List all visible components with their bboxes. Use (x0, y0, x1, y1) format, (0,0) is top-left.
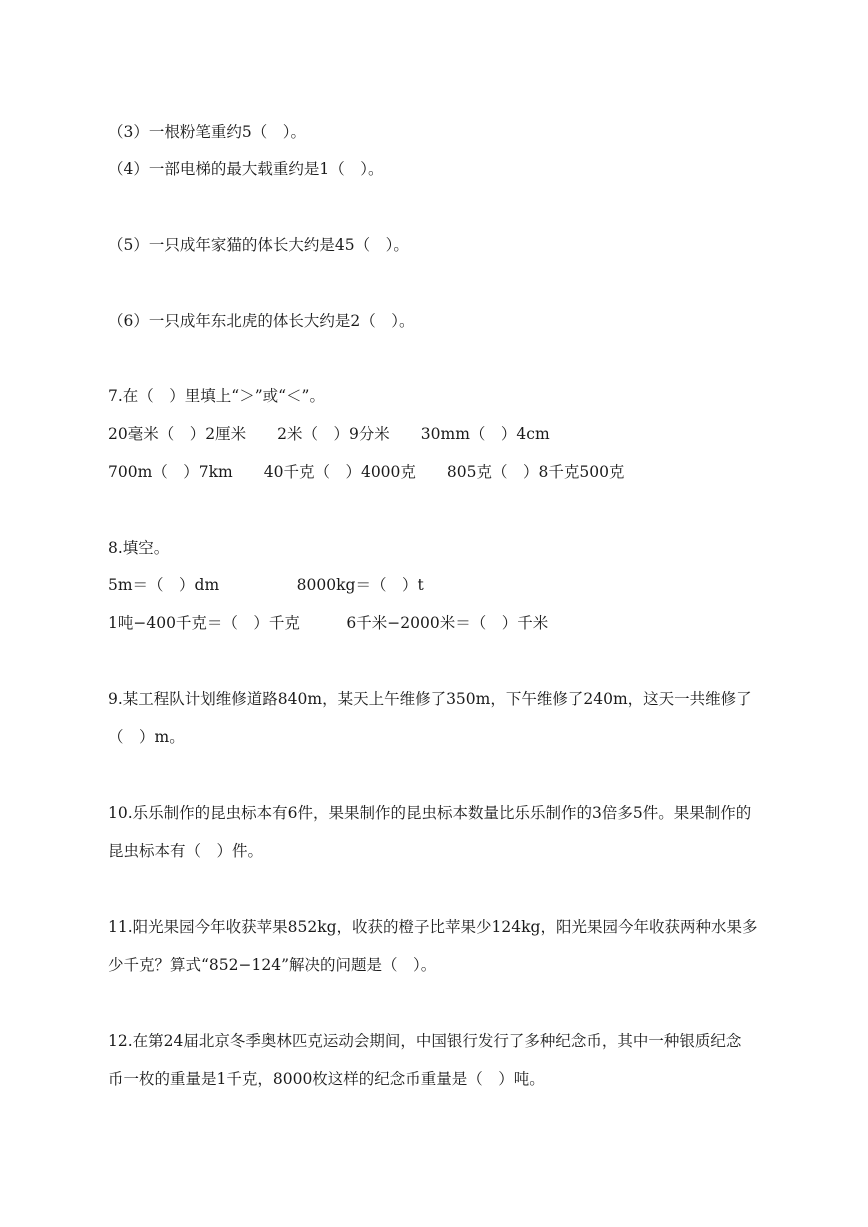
q-text-line: （4）一部电梯的最大载重约是1（ ）。 (108, 160, 384, 178)
q-text-line: 10.乐乐制作的昆虫标本有6件，果果制作的昆虫标本数量比乐乐制作的3倍多5件。果果制作的 (108, 804, 752, 822)
q-text-line: （3）一根粉笔重约5（ ）。 (108, 123, 306, 141)
q-text-line: 昆虫标本有（ ）件。 (108, 842, 264, 860)
q-text-line: 20毫米（ ）2厘米 2米（ ）9分米 30mm（ ）4cm (108, 425, 550, 443)
q-text-line: 币一枚的重量是1千克，8000枚这样的纪念币重量是（ ）吨。 (108, 1070, 545, 1088)
q-text-line: 5m＝（ ）dm 8000kg＝（ ）t (108, 576, 424, 594)
q-text-line: 1吨−400千克＝（ ）千克 6千米−2000米＝（ ）千米 (108, 614, 549, 632)
q-text-line: （ ）m。 (108, 728, 185, 746)
q-text-line: 11.阳光果园今年收获苹果852kg，收获的橙子比苹果少124kg，阳光果园今年收获两种水果多 (108, 918, 758, 936)
q-text-line: 700m（ ）7km 40千克（ ）4000克 805克（ ）8千克500克 (108, 463, 625, 481)
q-text-line: 7.在（ ）里填上“＞”或“＜”。 (108, 387, 325, 405)
q-text-line: 8.填空。 (108, 539, 170, 557)
q-text-line: 9.某工程队计划维修道路840m，某天上午维修了350m，下午维修了240m，这天一共维修了 (108, 690, 752, 708)
q-text-line: （5）一只成年家猫的体长大约是45（ ）。 (108, 236, 409, 254)
q-text-line: 12.在第24届北京冬季奥林匹克运动会期间，中国银行发行了多种纪念币，其中一种银质纪念 (108, 1032, 742, 1050)
q-text-line: 少千克？算式“852−124”解决的问题是（ ）。 (108, 956, 437, 974)
q-text-line: （6）一只成年东北虎的体长大约是2（ ）。 (108, 312, 415, 330)
